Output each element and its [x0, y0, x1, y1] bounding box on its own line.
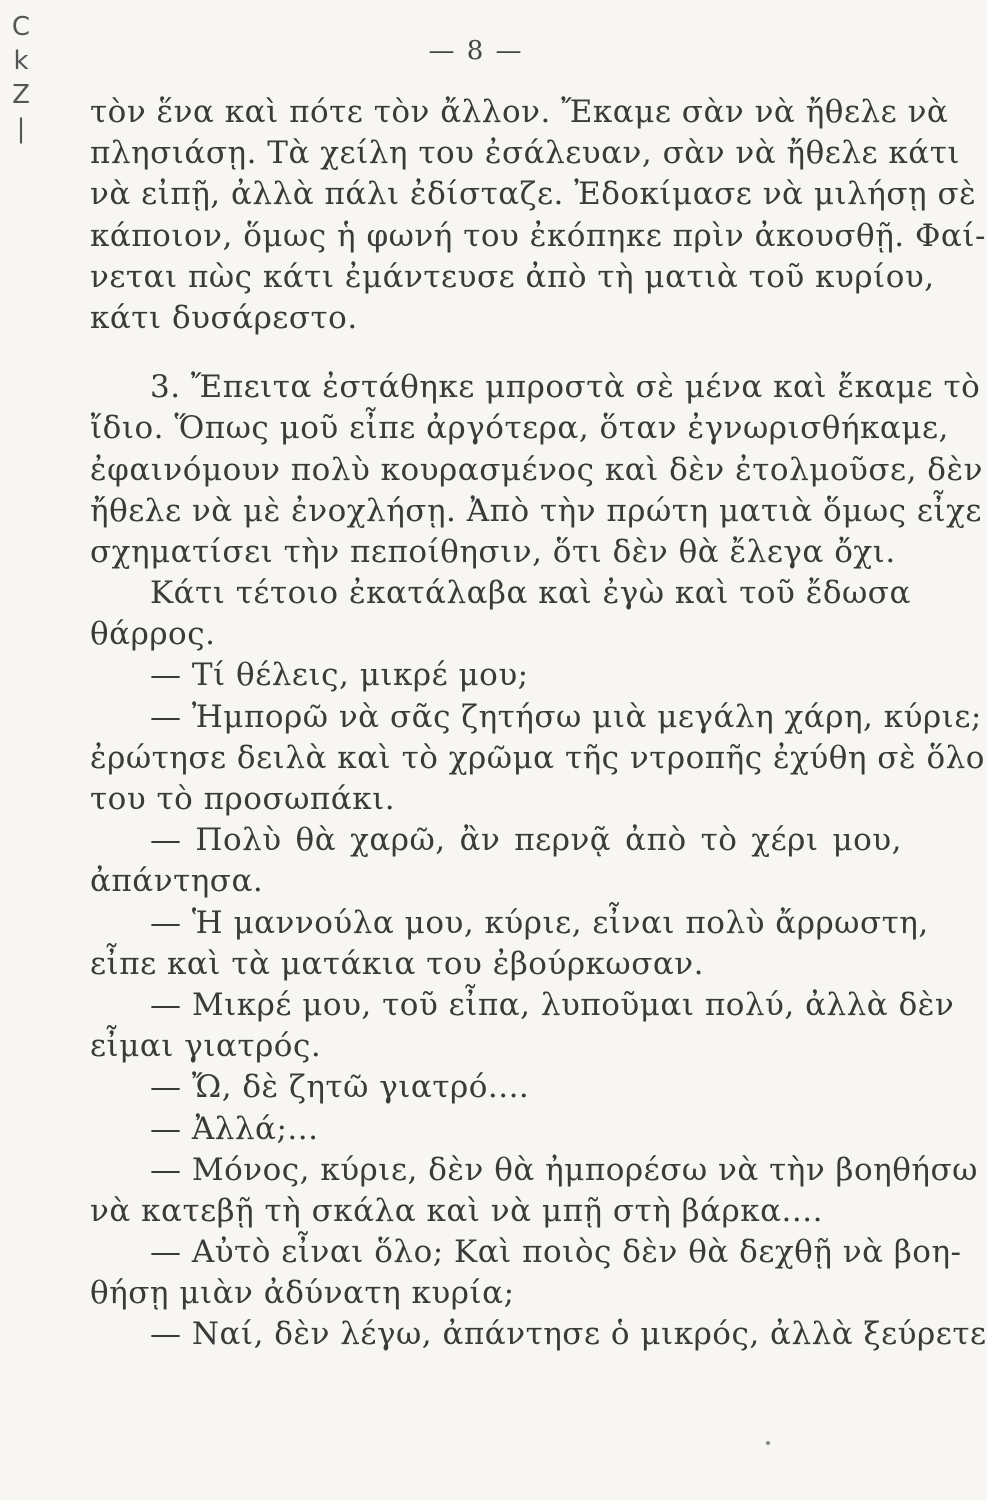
text-line: 3. Ἔπειτα ἐστάθηκε μπροστὰ σὲ μένα καὶ ἔκαμε τὸ [150, 369, 981, 406]
text-line: νεται πὼς κάτι ἐμάντευσε ἀπὸ τὴ ματιὰ τοῦ κυρίου, [90, 258, 935, 295]
margin-char: | [16, 114, 26, 144]
text-line: σχηματίσει τὴν πεποίθησιν, ὅτι δὲν θὰ ἔλεγα ὄχι. [90, 533, 896, 570]
margin-char: C [11, 12, 31, 42]
text-line: του τὸ προσωπάκι. [90, 781, 396, 817]
dialogue-line: — Τί θέλεις, μικρέ μου; [150, 657, 529, 694]
text-line: Κάτι τέτοιο ἐκατάλαβα καὶ ἐγὼ καὶ τοῦ ἔδωσα [150, 575, 911, 612]
dialogue-line: — Ἠμπορῶ νὰ σᾶς ζητήσω μιὰ μεγάλη χάρη, κύριε; [150, 698, 982, 735]
text-line: ἐρώτησε δειλὰ καὶ τὸ χρῶμα τῆς ντροπῆς ἐχύθη σὲ ὅλο [90, 739, 985, 776]
text-line: νὰ κατεβῇ τὴ σκάλα καὶ νὰ μπῇ στὴ βάρκα.... [90, 1192, 823, 1229]
margin-char: k [13, 46, 29, 76]
text-line: κάποιον, ὅμως ἡ φωνή του ἐκόπηκε πρὶν ἀκουσθῇ. Φαί- [90, 217, 986, 254]
dialogue-line: — Ὤ, δὲ ζητῶ γιατρό.... [150, 1069, 530, 1106]
margin-char: Z [12, 80, 30, 110]
paper-speck [766, 1441, 770, 1445]
dialogue-line: — Μικρέ μου, τοῦ εἶπα, λυποῦμαι πολύ, ἀλλὰ δὲν [150, 986, 955, 1023]
paragraph-gap [90, 339, 902, 367]
margin-handwriting [6, 10, 36, 146]
text-line: εἶμαι γιατρός. [90, 1028, 322, 1065]
text-line: ἤθελε νὰ μὲ ἐνοχλήσῃ. Ἀπὸ τὴν πρώτη ματιὰ ὅμως εἶχε [90, 492, 982, 529]
dialogue-line: — Πολὺ θὰ χαρῶ, ἂν περνᾷ ἀπὸ τὸ χέρι μου, [150, 822, 902, 859]
text-line: θάρρος. [90, 616, 216, 653]
text-line: ἐφαινόμουν πολὺ κουρασμένος καὶ δὲν ἐτολμοῦσε, δὲν [90, 451, 983, 488]
page-number: — 8 — [428, 36, 524, 66]
text-line: ἀπάντησα. [90, 863, 264, 900]
dialogue-line: — Αὐτὸ εἶναι ὅλο; Καὶ ποιὸς δὲν θὰ δεχθῇ νὰ βοη- [150, 1234, 962, 1271]
dialogue-line: — Ναί, δὲν λέγω, ἀπάντησε ὁ μικρός, ἀλλὰ ξεύρετε [150, 1316, 987, 1353]
text-line: ἴδιο. Ὅπως μοῦ εἶπε ἀργότερα, ὅταν ἐγνωρισθήκαμε, [90, 410, 949, 447]
text-line: θήσῃ μιὰν ἀδύνατη κυρία; [90, 1275, 515, 1312]
text-line: τὸν ἕνα καὶ πότε τὸν ἄλλον. Ἔκαμε σὰν νὰ ἤθελε νὰ [90, 94, 949, 130]
text-line: εἶπε καὶ τὰ ματάκια του ἐβούρκωσαν. [90, 945, 704, 982]
body-text [90, 92, 987, 1356]
text-line: πλησιάσῃ. Τὰ χείλη του ἐσάλευαν, σὰν νὰ ἤθελε κάτι [90, 135, 961, 172]
dialogue-line: — Μόνος, κύριε, δὲν θὰ ἠμπορέσω νὰ τὴν βοηθήσω [150, 1151, 978, 1188]
text-line: νὰ εἰπῇ, ἀλλὰ πάλι ἐδίσταζε. Ἐδοκίμασε νὰ μιλήσῃ σὲ [90, 176, 977, 213]
text-line: κάτι δυσάρεστο. [90, 299, 358, 336]
dialogue-line: — Ἀλλά;... [150, 1110, 319, 1147]
dialogue-line: — Ἡ μαννούλα μου, κύριε, εἶναι πολὺ ἄρρωστη, [150, 904, 929, 941]
